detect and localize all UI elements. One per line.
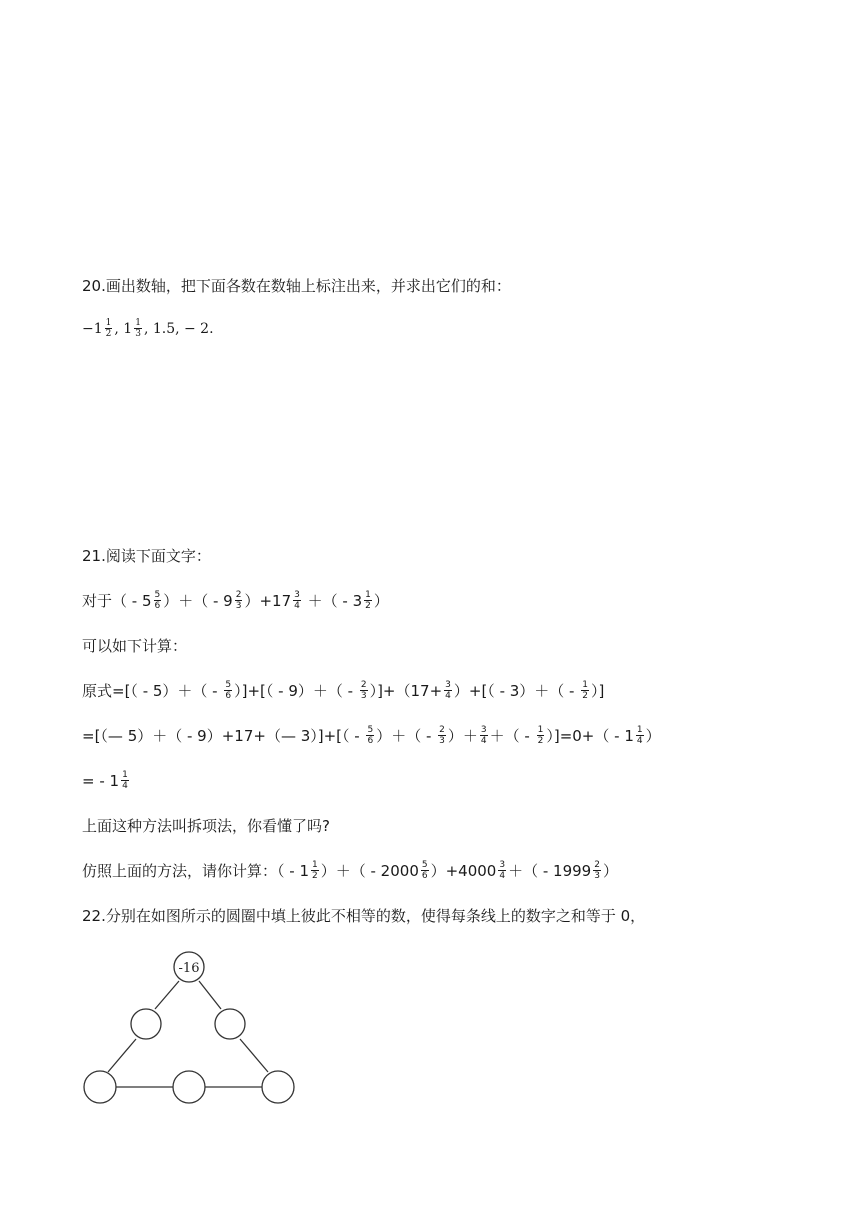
- circle-bottom-middle[interactable]: [173, 1071, 205, 1103]
- edge-right-lower: [240, 1039, 268, 1072]
- circle-bottom-left[interactable]: [84, 1071, 116, 1103]
- frac-a: $\frac{1}{2}$: [105, 317, 112, 339]
- circle-bottom-right[interactable]: [262, 1071, 294, 1103]
- q21-line3: 原式=[（ - 5）＋（ - $\frac{5}{6}$ ）]+[（ - 9）＋（ - $\frac{2}{3}$ ）]+（17+ $\frac{3}{4}$ ）+[（ - 3）＋（ - $\frac{1}{2}$ ）]: [82, 680, 605, 701]
- num-a-int: −1: [82, 321, 103, 337]
- num-b-int: 1: [123, 321, 133, 337]
- q21-line6: 上面这种方法叫拆项法，你看懂了吗?: [82, 817, 330, 835]
- q21-line5: = - 1 $\frac{1}{4}$: [82, 770, 128, 791]
- q21-line4: =[（— 5）＋（ - 9）+17+（— 3）]+[（ - $\frac{5}{6}$ ）＋（ - $\frac{2}{3}$ ）＋ $\frac{3}{4}$ ＋（ - $\frac{1}{2}$ ）]=0+（ - 1 $\frac{1}{4}$ ）: [82, 725, 661, 746]
- q20-title: 20.画出数轴，把下面各数在数轴上标注出来，并求出它们的和：: [82, 277, 511, 295]
- triangle-circle-diagram: [76, 948, 306, 1113]
- circle-mid-right[interactable]: [215, 1009, 245, 1039]
- num-rest: , 1.5, − 2.: [143, 321, 214, 337]
- frac-b: $\frac{1}{3}$: [135, 317, 141, 339]
- q22-title: 22.分别在如图所示的圆圈中填上彼此不相等的数，使得每条线上的数字之和等于 0，: [82, 907, 646, 925]
- q21-title: 21.阅读下面文字：: [82, 547, 211, 565]
- q21-line1: 对于（ - 5 $\frac{5}{6}$ ）＋（ - 9 $\frac{2}{3}$ ）+17 $\frac{3}{4}$ ＋（ - 3 $\frac{1}{2}$ ）: [82, 590, 389, 611]
- q20-numbers: −1 $\frac{1}{2}$ , 1 $\frac{1}{3}$ , 1.5, − 2.: [82, 317, 214, 339]
- edge-left-lower: [108, 1039, 136, 1072]
- circle-mid-left[interactable]: [131, 1009, 161, 1039]
- q21-line2: 可以如下计算：: [82, 637, 188, 655]
- edge-top-left: [155, 981, 179, 1009]
- top-circle-value: -16: [178, 961, 200, 976]
- q21-line7: 仿照上面的方法，请你计算：（ - 1 $\frac{1}{2}$ ）＋（ - 2000 $\frac{5}{6}$ ）+4000 $\frac{3}{4}$ ＋（ - 1999 $\frac{2}{3}$ ）: [82, 860, 618, 881]
- edge-top-right: [199, 981, 221, 1009]
